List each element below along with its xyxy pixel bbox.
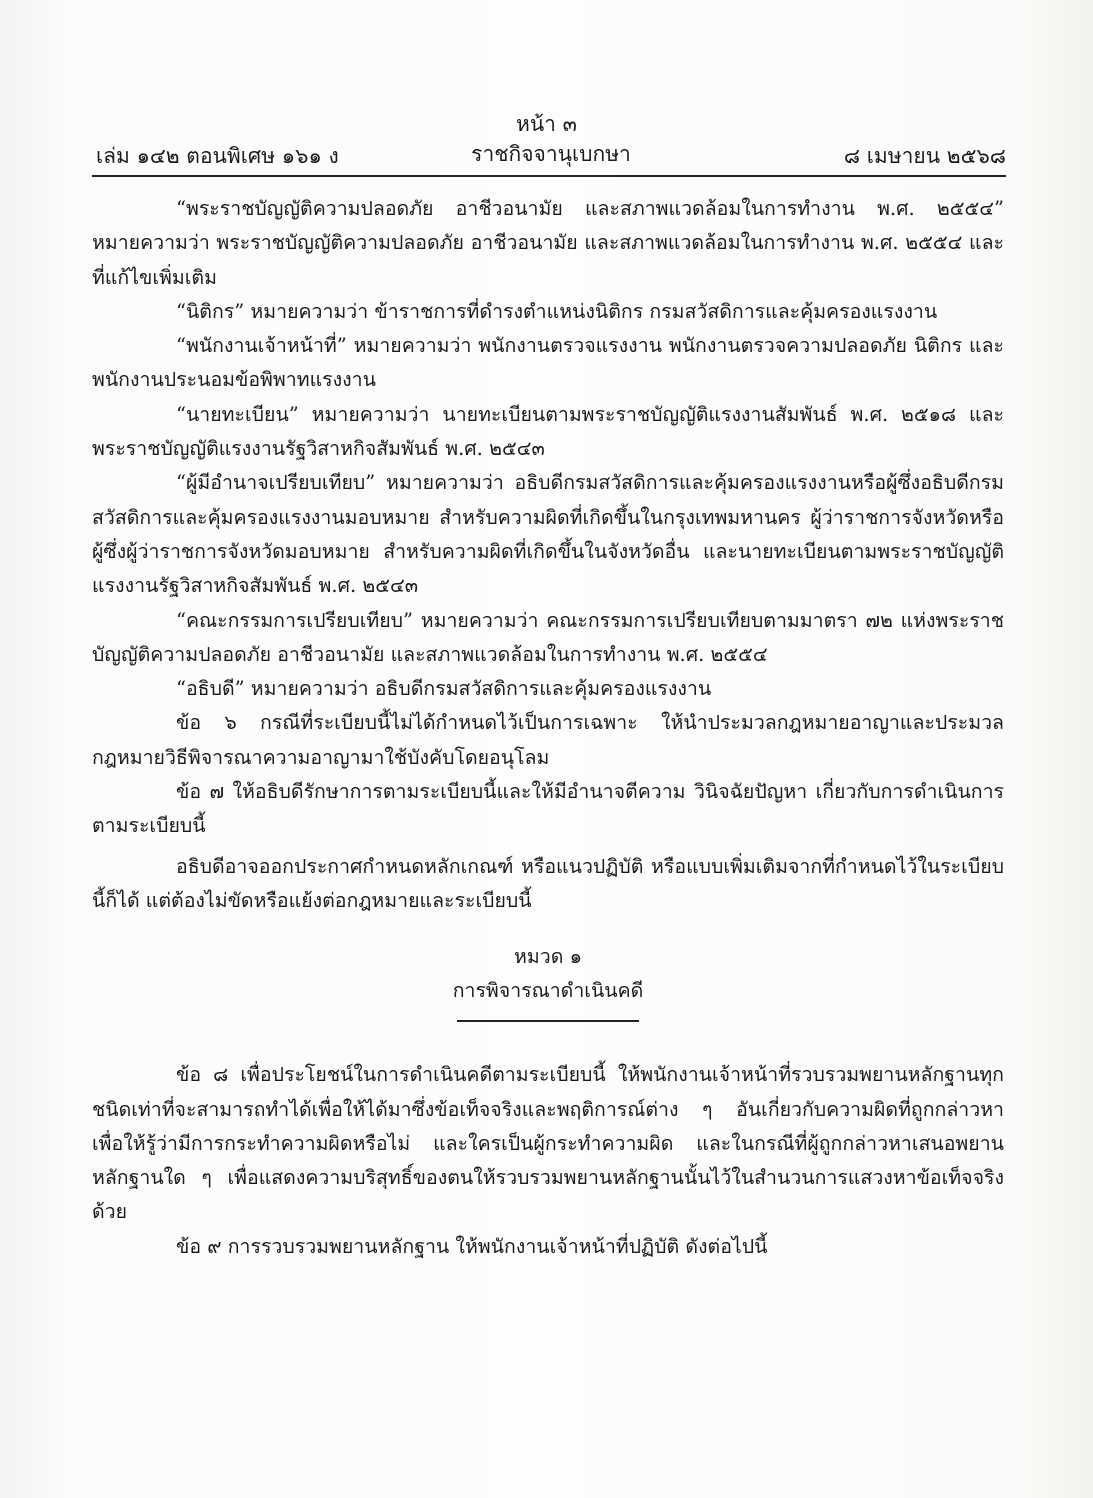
paragraph: “นิติกร” หมายความว่า ข้าราชการที่ดำรงตำแหน่งนิติกร กรมสวัสดิการและคุ้มครองแรงงาน: [176, 299, 938, 323]
paragraph: “คณะกรรมการเปรียบเทียบ” หมายความว่า คณะกรรมการเปรียบเทียบตามมาตรา ๗๒ แห่งพระราชบัญญัติความปลอดภัย อาชีวอนามัย และสภาพแวดล้อมในการทำงาน พ.ศ. ๒๕๕๔: [92, 608, 1004, 666]
header-volume: เล่ม ๑๔๒ ตอนพิเศษ ๑๖๑ ง: [96, 144, 339, 168]
chapter-title: การพิจารณาดำเนินคดี: [452, 979, 644, 1003]
paragraph: “พระราชบัญญัติความปลอดภัย อาชีวอนามัย และสภาพแวดล้อมในการทำงาน พ.ศ. ๒๕๕๔” หมายความว่า พระราชบัญญัติความปลอดภัย อาชีวอนามัย และสภาพแวดล้อมในการทำงาน พ.ศ. ๒๕๕๔ และที่แก้ไขเพิ่มเติม: [92, 197, 1004, 289]
header-date: ๘ เมษายน ๒๕๖๘: [843, 144, 1006, 168]
document-body: [92, 192, 1004, 1264]
gazette-header: [96, 140, 1006, 170]
paragraph: อธิบดีอาจออกประกาศกำหนดหลักเกณฑ์ หรือแนวปฏิบัติ หรือแบบเพิ่มเติมจากที่กำหนดไว้ในระเบียบนี้ก็ได้ แต่ต้องไม่ขัดหรือแย้งต่อกฎหมายและระเบียบนี้: [92, 854, 1004, 912]
paragraph: ข้อ ๘ เพื่อประโยชน์ในการดำเนินคดีตามระเบียบนี้ ให้พนักงานเจ้าหน้าที่รวบรวมพยานหลักฐานทุกชนิดเท่าที่จะสามารถทำได้เพื่อให้ได้มาซึ่งข้อเท็จจริงและพฤติการณ์ต่าง ๆ อันเกี่ยวกับความผิดที่ถูกกล่าวหา เพื่อให้รู้ว่ามีการกระทำความผิดหรือไม่ และใครเป็นผู้กระทำความผิด และในกรณีที่ผู้ถูกกล่าวหาเสนอพยานหลักฐานใด ๆ เพื่อแสดงความบริสุทธิ์ของตนให้รวบรวมพยานหลักฐานนั้นไว้ในสำนวนการแสวงหาข้อเท็จจริงด้วย: [92, 1063, 1004, 1224]
chapter-heading: [92, 940, 1004, 1008]
paragraph: ข้อ ๖ กรณีที่ระเบียบนี้ไม่ได้กำหนดไว้เป็นการเฉพาะ ให้นำประมวลกฎหมายอาญาและประมวลกฎหมายวิธีพิจารณาความอาญามาใช้บังคับโดยอนุโลม: [92, 711, 1004, 769]
chapter-number: หมวด ๑: [514, 945, 582, 969]
paragraph: “นายทะเบียน” หมายความว่า นายทะเบียนตามพระราชบัญญัติแรงงานสัมพันธ์ พ.ศ. ๒๕๑๘ และพระราชบัญญัติแรงงานรัฐวิสาหกิจสัมพันธ์ พ.ศ. ๒๕๔๓: [92, 402, 1004, 461]
paragraph: “อธิบดี” หมายความว่า อธิบดีกรมสวัสดิการและคุ้มครองแรงงาน: [176, 677, 712, 701]
chapter-rule: [457, 1020, 639, 1022]
header-publication: ราชกิจจานุเบกษา: [471, 142, 631, 166]
paragraph: “พนักงานเจ้าหน้าที่” หมายความว่า พนักงานตรวจแรงงาน พนักงานตรวจความปลอดภัย นิติกร และพนักงานประนอมข้อพิพาทแรงงาน: [92, 334, 1004, 392]
paragraph: ข้อ ๗ ให้อธิบดีรักษาการตามระเบียบนี้และให้มีอำนาจตีความ วินิจฉัยปัญหา เกี่ยวกับการดำเนินการตามระเบียบนี้: [92, 780, 1004, 838]
header-rule: [92, 175, 1006, 177]
paragraph: ข้อ ๙ การรวบรวมพยานหลักฐาน ให้พนักงานเจ้าหน้าที่ปฏิบัติ ดังต่อไปนี้: [176, 1234, 768, 1258]
paragraph: “ผู้มีอำนาจเปรียบเทียบ” หมายความว่า อธิบดีกรมสวัสดิการและคุ้มครองแรงงานหรือผู้ซึ่งอธิบดีกรมสวัสดิการและคุ้มครองแรงงานมอบหมาย สำหรับความผิดที่เกิดขึ้นในกรุงเทพมหานคร ผู้ว่าราชการจังหวัดหรือผู้ซึ่งผู้ว่าราชการจังหวัดมอบหมาย สำหรับความผิดที่เกิดขึ้นในจังหวัดอื่น และนายทะเบียนตามพระราชบัญญัติแรงงานรัฐวิสาหกิจสัมพันธ์ พ.ศ. ๒๕๔๓: [92, 471, 1004, 598]
page-number: หน้า ๓: [515, 112, 578, 136]
